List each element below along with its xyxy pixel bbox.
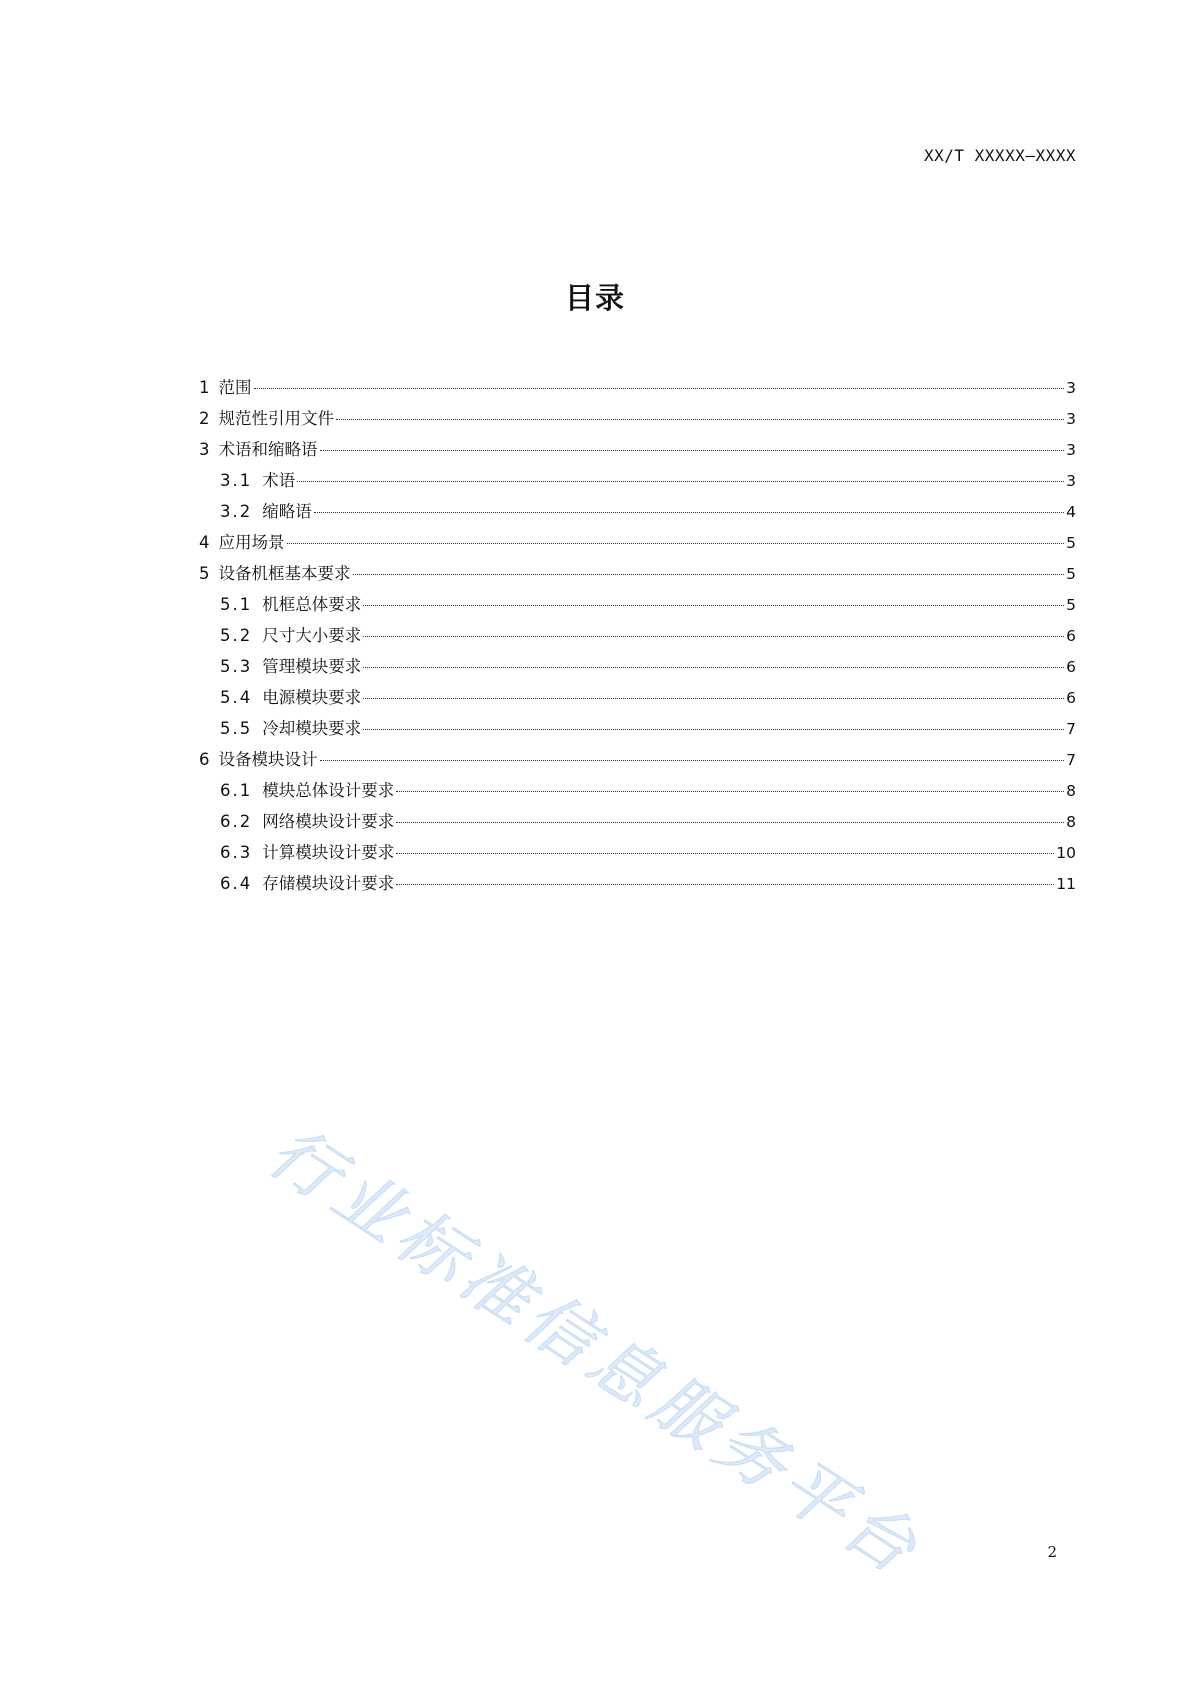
toc-dot-leader	[353, 574, 1065, 575]
toc-entry-page: 4	[1066, 503, 1076, 521]
toc-entry[interactable]	[199, 746, 1076, 777]
toc-entry-title: 尺寸大小要求	[262, 626, 362, 645]
toc-dot-leader	[396, 884, 1054, 885]
toc-dot-leader	[254, 388, 1065, 389]
toc-dot-leader	[363, 729, 1064, 730]
toc-entry-number: 6.1	[220, 781, 253, 800]
toc-entry-page: 3	[1066, 472, 1076, 490]
toc-entry[interactable]	[199, 374, 1076, 405]
toc-entry-number: 3.1	[220, 471, 253, 490]
toc-entry[interactable]	[199, 777, 1076, 808]
toc-entry-title: 管理模块要求	[262, 657, 362, 676]
toc-dot-leader	[363, 698, 1064, 699]
toc-entry-page: 7	[1066, 720, 1076, 738]
toc-entry[interactable]	[199, 529, 1076, 560]
toc-entry-title: 缩略语	[262, 502, 312, 521]
toc-entry-number: 5.3	[220, 657, 253, 676]
toc-entry[interactable]	[199, 467, 1076, 498]
toc-entry-title: 机框总体要求	[262, 595, 362, 614]
toc-entry[interactable]	[199, 622, 1076, 653]
toc-entry[interactable]	[199, 715, 1076, 746]
toc-entry-page: 6	[1066, 689, 1076, 707]
toc-entry-page: 3	[1066, 441, 1076, 459]
toc-dot-leader	[396, 822, 1064, 823]
toc-dot-leader	[320, 760, 1065, 761]
toc-entry-number: 6.4	[220, 874, 253, 893]
toc-dot-leader	[363, 636, 1064, 637]
toc-entry-number: 5.2	[220, 626, 253, 645]
toc-entry-title: 存储模块设计要求	[262, 874, 395, 893]
toc-dot-leader	[297, 481, 1064, 482]
toc-entry[interactable]	[199, 436, 1076, 467]
toc-entry-page: 7	[1066, 751, 1076, 769]
toc-entry[interactable]	[199, 839, 1076, 870]
toc-entry[interactable]	[199, 560, 1076, 591]
toc-entry[interactable]	[199, 870, 1076, 901]
toc-dot-leader	[287, 543, 1065, 544]
toc-entry[interactable]	[199, 591, 1076, 622]
toc-entry-number: 4	[199, 533, 210, 552]
toc-entry-number: 5	[199, 564, 210, 583]
toc-entry-page: 6	[1066, 658, 1076, 676]
toc-entry-title: 术语和缩略语	[218, 440, 318, 459]
toc-entry[interactable]	[199, 684, 1076, 715]
toc-dot-leader	[396, 853, 1054, 854]
toc-dot-leader	[363, 667, 1064, 668]
toc-dot-leader	[314, 512, 1064, 513]
toc-entry-title: 网络模块设计要求	[262, 812, 395, 831]
toc-dot-leader	[336, 419, 1064, 420]
table-of-contents	[199, 374, 1076, 901]
toc-entry-page: 11	[1056, 875, 1076, 893]
toc-entry-number: 2	[199, 409, 210, 428]
toc-entry-number: 3	[199, 440, 210, 459]
toc-entry-page: 8	[1066, 782, 1076, 800]
toc-entry-title: 范围	[218, 378, 252, 397]
toc-entry-page: 3	[1066, 410, 1076, 428]
toc-entry-number: 5.5	[220, 719, 253, 738]
page-number: 2	[1047, 1543, 1057, 1561]
toc-entry-number: 6.2	[220, 812, 253, 831]
toc-dot-leader	[320, 450, 1065, 451]
toc-entry-number: 5.4	[220, 688, 253, 707]
toc-entry[interactable]	[199, 498, 1076, 529]
toc-entry-page: 8	[1066, 813, 1076, 831]
toc-entry-number: 3.2	[220, 502, 253, 521]
toc-entry-title: 电源模块要求	[262, 688, 362, 707]
toc-entry-page: 10	[1056, 844, 1076, 862]
toc-entry-title: 规范性引用文件	[218, 409, 334, 428]
toc-entry-title: 应用场景	[218, 533, 285, 552]
toc-entry-number: 1	[199, 378, 210, 397]
toc-entry[interactable]	[199, 653, 1076, 684]
toc-entry-page: 5	[1066, 565, 1076, 583]
toc-entry-title: 设备模块设计	[218, 750, 318, 769]
toc-dot-leader	[363, 605, 1064, 606]
toc-entry-number: 6.3	[220, 843, 253, 862]
watermark: 行业标准信息服务平台	[254, 1112, 936, 1593]
page-title: 目录	[564, 281, 625, 315]
toc-entry-title: 模块总体设计要求	[262, 781, 395, 800]
toc-entry-title: 设备机框基本要求	[218, 564, 351, 583]
toc-entry-page: 5	[1066, 534, 1076, 552]
toc-entry-title: 冷却模块要求	[262, 719, 362, 738]
toc-entry-title: 术语	[262, 471, 296, 490]
toc-entry-page: 3	[1066, 379, 1076, 397]
toc-entry-number: 6	[199, 750, 210, 769]
toc-entry-title: 计算模块设计要求	[262, 843, 395, 862]
toc-dot-leader	[396, 791, 1064, 792]
toc-entry[interactable]	[199, 405, 1076, 436]
toc-entry-number: 5.1	[220, 595, 253, 614]
toc-entry-page: 6	[1066, 627, 1076, 645]
standard-code: XX/T XXXXX—XXXX	[924, 146, 1076, 165]
toc-entry-page: 5	[1066, 596, 1076, 614]
toc-entry[interactable]	[199, 808, 1076, 839]
